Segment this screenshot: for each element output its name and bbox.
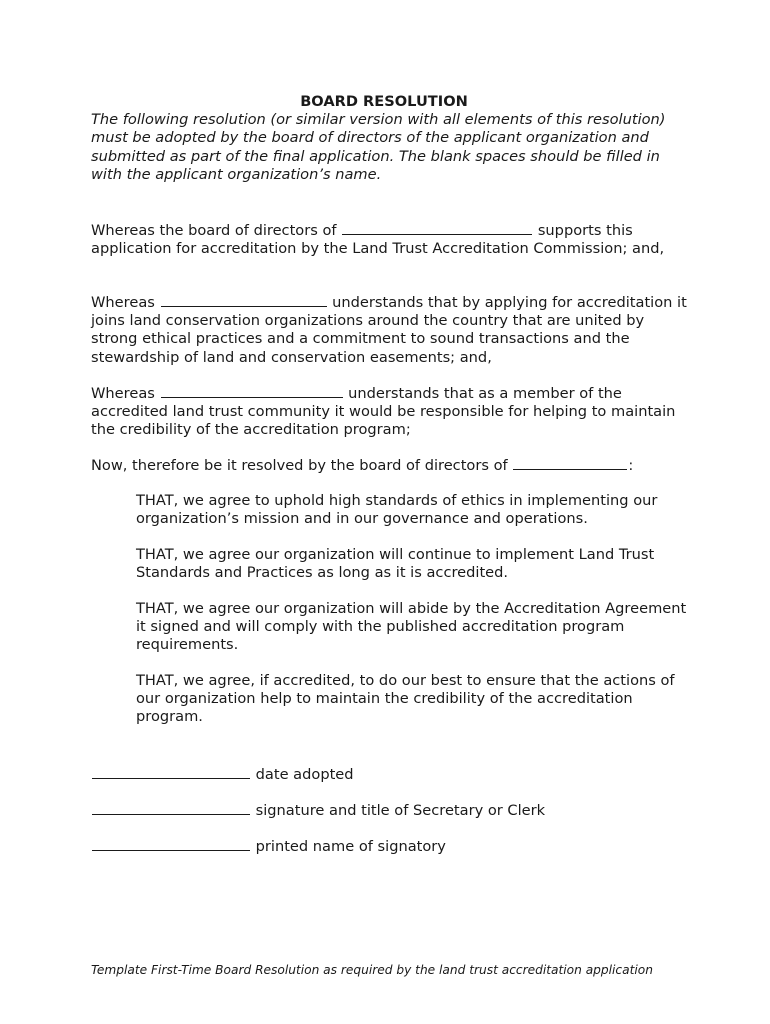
org-name-blank-2[interactable] <box>161 292 327 307</box>
document-title: BOARD RESOLUTION <box>300 93 468 110</box>
signature-blank[interactable] <box>92 800 250 815</box>
whereas-1-lead: Whereas the board of directors of <box>91 222 337 239</box>
signature-label: signature and title of Secretary or Clerk <box>255 802 546 819</box>
resolved-lead: Now, therefore be it resolved by the board of directors of <box>91 457 508 474</box>
whereas-clause-3 <box>91 383 691 440</box>
that-clause-3: THAT, we agree our organization will abide by the Accreditation Agreement it signed and will comply with the published accreditation program requirements. <box>136 600 687 654</box>
whereas-clause-2 <box>91 292 691 367</box>
page-footer: Template First-Time Board Resolution as required by the land trust accreditation application <box>91 963 653 977</box>
whereas-2-rest: understands that by applying for <box>327 294 573 311</box>
date-adopted-label: date adopted <box>255 766 354 783</box>
printed-name-label: printed name of signatory <box>255 838 446 855</box>
printed-name-line <box>91 836 691 856</box>
that-clause-1: THAT, we agree to uphold high standards of ethics in implementing our organization’s mission and in our governance and operations. <box>136 492 658 528</box>
org-name-blank-4[interactable] <box>513 455 627 470</box>
printed-name-blank[interactable] <box>92 836 250 851</box>
org-name-blank-3[interactable] <box>161 383 343 398</box>
resolved-clause <box>91 455 691 475</box>
document-instructions: The following resolution (or similar version with all elements of this resolution) must be adopted by the board of directors of the applicant organization and submitted as part of the final application. The blank spaces should be filled in with the applicant organization’s name. <box>91 111 666 183</box>
document-header <box>91 93 691 184</box>
date-adopted-line <box>91 764 691 784</box>
that-clause-2: THAT, we agree our organization will continue to implement Land Trust Standards and Practices as long as it is accredited. <box>136 546 655 582</box>
whereas-3-continuation: accredited land trust community it would be responsible for helping to maintain the credibility of the accreditation program; <box>91 403 676 439</box>
whereas-1-rest: supports this <box>533 222 633 239</box>
signature-line <box>91 800 691 820</box>
date-adopted-blank[interactable] <box>92 764 250 779</box>
whereas-clause-1 <box>91 220 691 258</box>
whereas-3-rest: understands that as a member of the <box>343 385 622 402</box>
org-name-blank-1[interactable] <box>342 220 532 235</box>
whereas-2-continuation: accreditation it joins land conservation organizations around the country that are united by strong ethical practices and a commitment to sound transactions and the stewardship of land and conservation easements; and, <box>91 294 687 366</box>
that-clause-4: THAT, we agree, if accredited, to do our best to ensure that the actions of our organization help to maintain the credibility of the accreditation program. <box>136 672 675 726</box>
whereas-2-lead: Whereas <box>91 294 155 311</box>
whereas-3-lead: Whereas <box>91 385 155 402</box>
resolved-tail: : <box>628 457 634 474</box>
whereas-1-continuation: application for accreditation by the Land Trust Accreditation Commission; and, <box>91 240 665 258</box>
